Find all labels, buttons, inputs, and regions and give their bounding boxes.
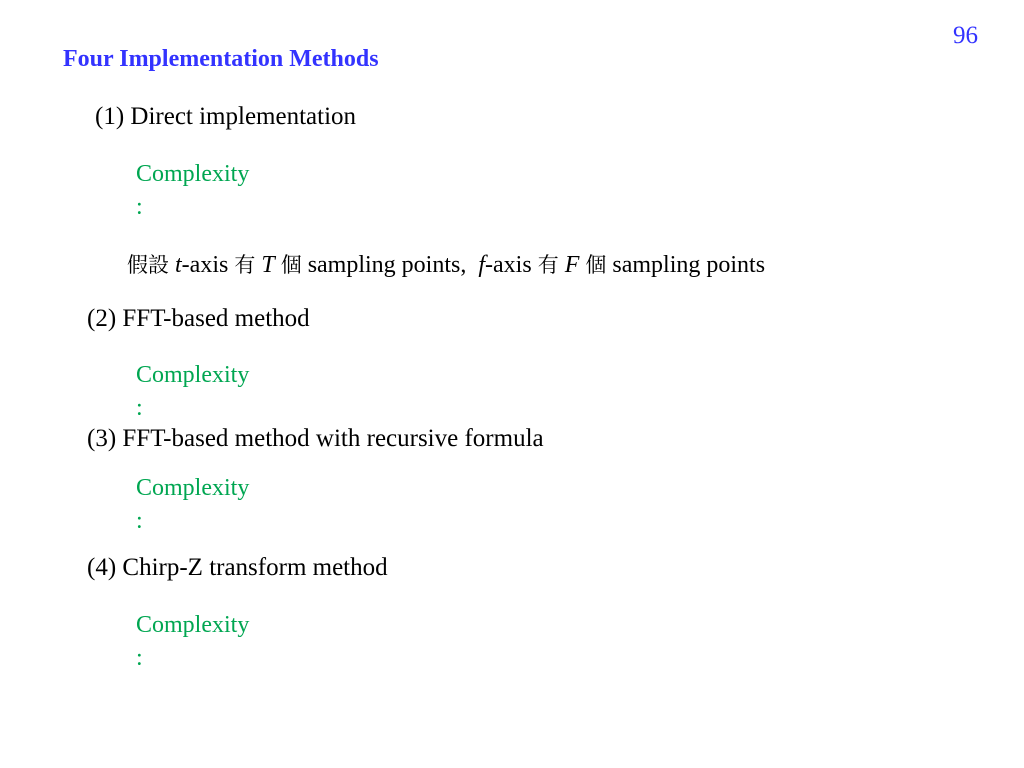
note-f-var: f xyxy=(478,252,486,278)
note-count-2: 個 xyxy=(585,253,607,277)
method-4-label: (4) Chirp-Z transform method xyxy=(87,554,388,581)
method-1-complexity xyxy=(136,158,249,224)
note-sampling-2: sampling points xyxy=(612,252,766,278)
method-1-label: (1) Direct implementation xyxy=(95,103,357,130)
method-3-label: (3) FFT-based method with recursive formula xyxy=(87,425,544,452)
page-number: 96 xyxy=(953,22,978,49)
note-t-var: t xyxy=(175,252,182,278)
complexity-label: Complexity xyxy=(136,475,250,501)
slide-title: Four Implementation Methods xyxy=(63,46,379,72)
sampling-note xyxy=(127,249,765,279)
note-sampling-1: sampling points, xyxy=(307,252,467,278)
method-2-complexity xyxy=(136,359,249,425)
note-have-1: 有 xyxy=(234,253,256,277)
note-have-2: 有 xyxy=(537,253,559,277)
complexity-colon: : xyxy=(136,194,143,220)
method-3-complexity xyxy=(136,472,249,538)
note-f-axis: -axis xyxy=(485,252,532,278)
complexity-colon: : xyxy=(136,395,143,421)
note-assume: 假設 xyxy=(127,253,169,277)
complexity-colon: : xyxy=(136,508,143,534)
complexity-label: Complexity xyxy=(136,612,250,638)
note-count-1: 個 xyxy=(280,253,302,277)
note-F-var: F xyxy=(564,252,580,278)
complexity-colon: : xyxy=(136,645,143,671)
method-2-label: (2) FFT-based method xyxy=(87,305,310,332)
note-t-axis: -axis xyxy=(181,252,229,278)
complexity-label: Complexity xyxy=(136,362,250,388)
complexity-label: Complexity xyxy=(136,161,250,187)
method-4-complexity xyxy=(136,609,249,675)
note-T-var: T xyxy=(261,252,275,278)
